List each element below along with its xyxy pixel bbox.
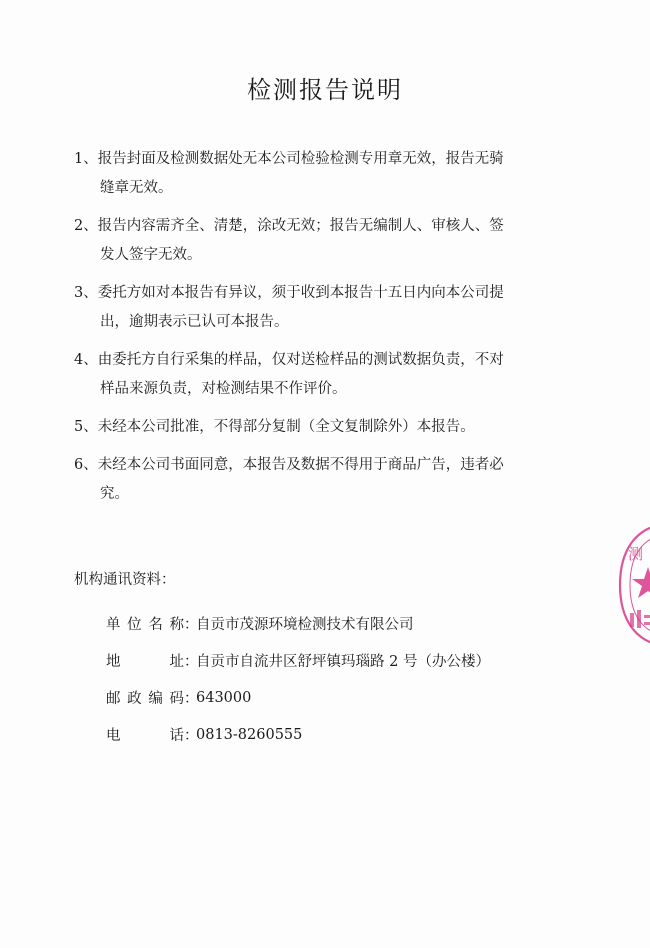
contact-label	[106, 613, 184, 634]
label-char: 名	[148, 617, 163, 633]
contact-value: 643000	[196, 689, 252, 706]
contact-colon: ：	[184, 691, 199, 707]
note-line1: 1、报告封面及检测数据处无本公司检验检测专用章无效，报告无骑	[74, 151, 504, 167]
label-char: 编	[148, 691, 163, 707]
note-line1: 3、委托方如对本报告有异议，须于收到本报告十五日内向本公司提	[74, 285, 504, 301]
contact-value: 自贡市茂源环境检测技术有限公司	[196, 617, 414, 633]
note-line1: 5、未经本公司批准，不得部分复制（全文复制除外）本报告。	[74, 419, 475, 435]
contact-colon: ：	[184, 654, 199, 670]
contact-row-phone	[106, 716, 554, 753]
stamp-text: 测	[628, 545, 644, 563]
note-line1: 4、由委托方自行采集的样品，仅对送检样品的测试数据负责，不对	[74, 352, 504, 368]
note-line2: 样品来源负责，对检测结果不作评价。	[100, 381, 347, 397]
seal-stamp-icon	[612, 515, 650, 655]
contact-row-postcode	[106, 679, 554, 716]
label-char: 址	[169, 654, 184, 670]
note-line2: 究。	[100, 486, 129, 502]
label-char: 单	[106, 617, 121, 633]
note-line1: 2、报告内容需齐全、清楚，涂改无效；报告无编制人、审核人、签	[74, 218, 504, 234]
label-char: 码	[169, 691, 184, 707]
contact-value: 自贡市自流井区舒坪镇玛瑙路 2 号（办公楼）	[196, 654, 490, 670]
notes-list	[74, 145, 564, 518]
contact-row-address	[106, 642, 554, 679]
contact-label	[106, 650, 184, 671]
contact-section	[74, 568, 554, 753]
contact-colon: ：	[184, 728, 199, 744]
note-line1: 6、未经本公司书面同意，本报告及数据不得用于商品广告，违者必	[74, 457, 504, 473]
note-item	[74, 451, 564, 509]
label-char: 电	[106, 728, 121, 744]
note-item	[74, 212, 564, 270]
note-item	[74, 346, 564, 404]
label-char: 位	[127, 617, 142, 633]
contact-colon: ：	[184, 617, 199, 633]
note-item	[74, 413, 564, 442]
note-line2: 发人签字无效。	[100, 247, 202, 263]
label-char: 称	[169, 617, 184, 633]
contact-value: 0813-8260555	[196, 726, 303, 743]
label-char: 政	[127, 691, 142, 707]
note-line2: 出，逾期表示已认可本报告。	[100, 314, 289, 330]
contact-label	[106, 687, 184, 708]
page-title: 检测报告说明	[247, 76, 403, 104]
label-char: 地	[106, 654, 121, 670]
label-char: 话	[169, 728, 184, 744]
label-char: 邮	[106, 691, 121, 707]
contact-heading: 机构通讯资料：	[74, 572, 176, 588]
contact-label	[106, 724, 184, 745]
note-item	[74, 279, 564, 337]
note-item	[74, 145, 564, 203]
contact-row-unit	[106, 605, 554, 642]
note-line2: 缝章无效。	[100, 180, 173, 196]
